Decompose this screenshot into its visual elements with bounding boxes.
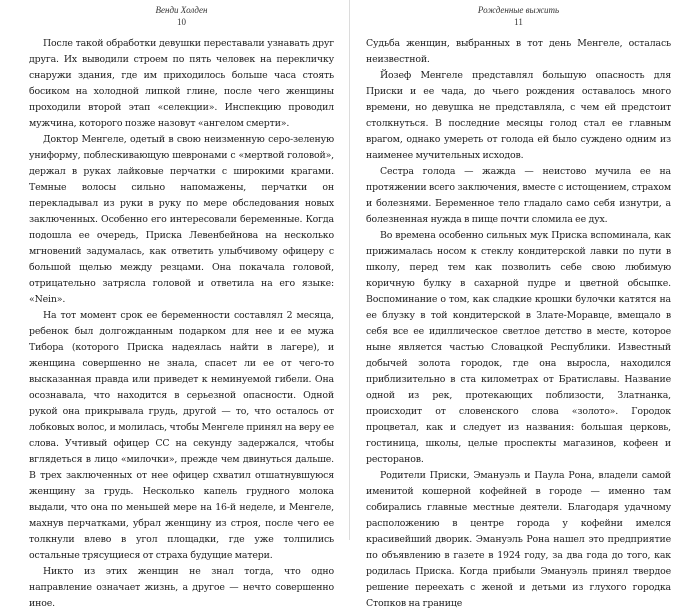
paragraph: Родители Приски, Эмануэль и Паула Рона, владели самой именитой кошерной кофейней в городе — именно там собирались главные местные деятели. Благодаря удачному расположению в центре города у кофейни имелся красивейший дворик. Эмануэль Рона нашел это предприятие по объявлению в газете в 1924 году, за два года до того, как родилась Приска. Когда прибыли Эмануэль принял твердое решение переехать с женой и детьми из глухого городка Стопков на границе — [366, 470, 671, 609]
page-gutter-divider — [349, 0, 350, 540]
running-head-title: Рожденные выжить — [477, 5, 560, 15]
page-number: 10 — [177, 17, 186, 27]
left-page — [29, 0, 334, 609]
body-text — [29, 36, 334, 612]
paragraph: После такой обработки девушки переставали узнавать друг друга. Их выводили строем по пять человек на перекличку снаружи здания, где им приходилось больше часа стоять босиком на холодной липкой глине, после чего женщины проходили второй этап «селекции». Инспекцию проводил мужчина, которого позже назовут «ангелом смерти». — [29, 38, 334, 129]
paragraph: Судьба женщин, выбранных в тот день Менгеле, осталась неизвестной. — [366, 38, 671, 65]
paragraph: Сестра голода — жажда — неистово мучила ее на протяжении всего заключения, вместе с истощением, страхом и болезнями. Беременное тело гладало само себя изнутри, а болезненная нужда в пище почти сломила ее дух. — [366, 166, 671, 225]
running-head-author: Венди Холден — [155, 5, 208, 15]
paragraph: Никто из этих женщин не знал тогда, что одно направление означает жизнь, а другое — нечто совершенно иное. — [29, 566, 334, 609]
right-page — [366, 0, 671, 609]
paragraph: На тот момент срок ее беременности составлял 2 месяца, ребенок был долгожданным подарком для нее и ее мужа Тибора (которого Приска надеялась найти в лагере), и женщина совершенно не знала, спасет ли ее от чего-то высказанная правда или приведет к неминуемой гибели. Она осознавала, что находится в серьезной опасности. Одной рукой она прикрывала грудь, другой — то, что осталось от лобковых волос, и молилась, чтобы Менгеле принял на веру ее слова. Учтивый офицер СС на секунду задержался, чтобы вглядеться в лицо «милочки», прежде чем двинуться дальше. В трех заключенных от нее офицер схватил отшатнувшуюся женщину за грудь. Несколько капель грудного молока выдали, что она по меньшей мере на 16-й неделе, и Менгеле, махнув перчатками, убрал женщину из строя, после чего ее толкнули влево в угол площадки, где уже толпились остальные трясущиеся от страха будущие матери. — [29, 310, 334, 561]
paragraph: Йозеф Менгеле представлял большую опасность для Приски и ее чада, до чьего рождения оставалось много времени, но девушка не представляла, с чем ей предстоит столкнуться. В последние месяцы голод стал ее главным врагом, однако умереть от голода ей было суждено одним из наименее мучительных исходов. — [366, 70, 671, 161]
paragraph: Во времена особенно сильных мук Приска вспоминала, как прижималась носом к стеклу кондитерской лавки по пути в школу, перед тем как позволить себе свою любимую коричную булку в сахарной пудре и цветной обсыпке. Воспоминание о том, как сладкие крошки булочки катятся на ее блузку в той кондитерской в Злате-Моравце, вмещало в себя все ее идиллическое светлое детство в месте, которое ныне является частью Словацкой Республики. Известный добычей золота городок, где она выросла, находился приблизительно в ста километрах от Братиславы. Название одной из рек, протекающих поблизости, Златнанка, происходит от словенского слова «золото». Городок процветал, как и следует из названия: большая церковь, гостиница, школы, целые проспекты магазинов, кофеен и ресторанов. — [366, 230, 671, 465]
body-text — [366, 36, 671, 612]
page-number: 11 — [514, 17, 523, 27]
paragraph: Доктор Менгеле, одетый в свою неизменную серо-зеленую униформу, поблескивающую шевронами с «мертвой головой», держал в руках лайковые перчатки с широкими крагами. Темные волосы сильно напомажены, перчатки он перекладывал из руки в руку по мере обследования новых заключенных. Особенно его интересовали беременные. Когда подошла ее очередь, Приска Левенбейнова на несколько мгновений задумалась, как ответить улыбчивому офицеру с большой щелью между резцами. Она покачала головой, отрицательно затрясла головой и ответила на его языке: «Nein». — [29, 134, 334, 305]
